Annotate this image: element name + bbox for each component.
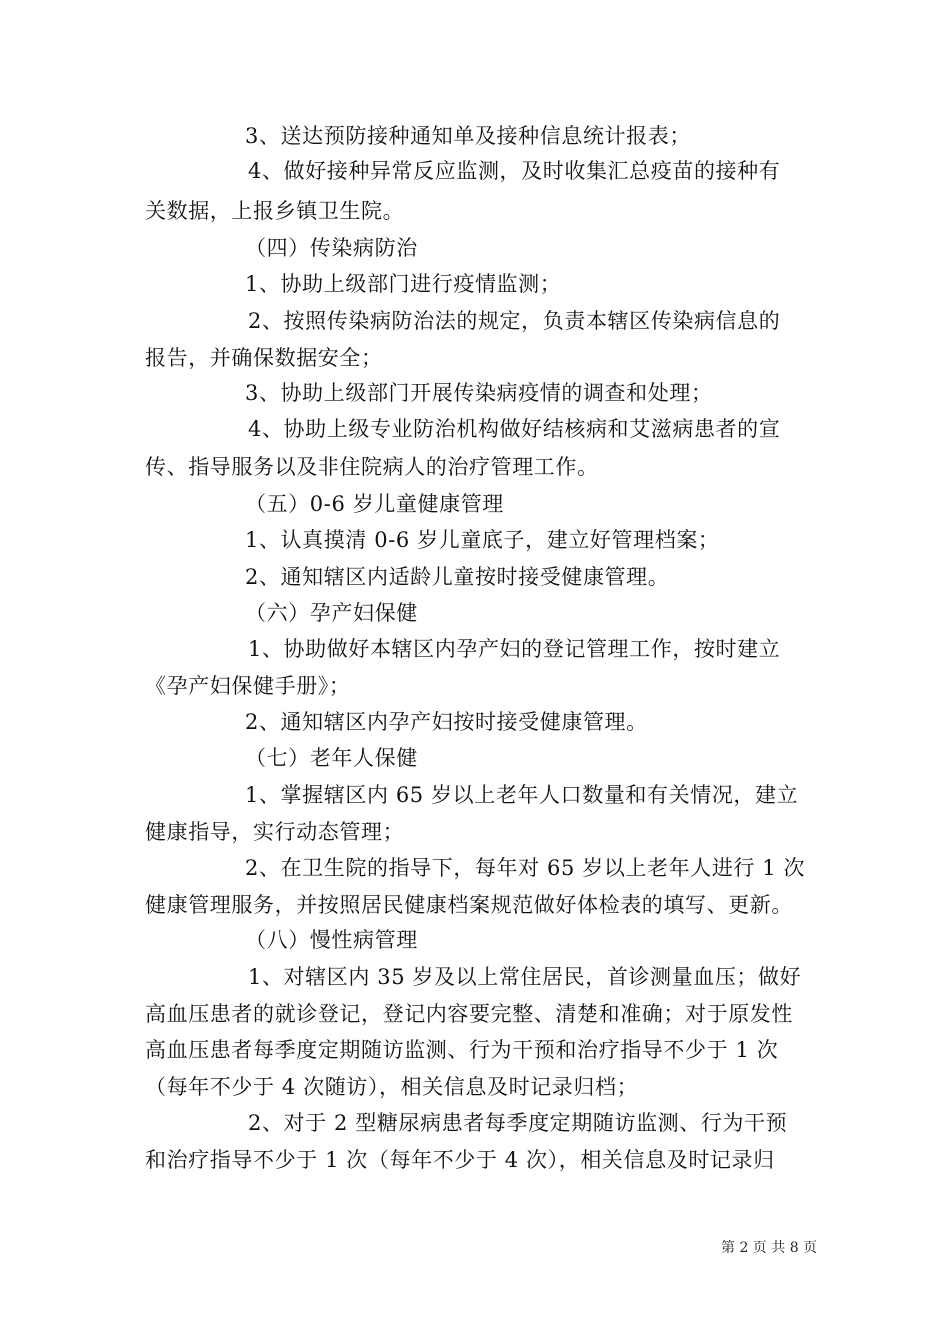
text-line: 2、通知辖区内适龄儿童按时接受健康管理。 xyxy=(245,565,670,589)
section-heading: （五）0-6 岁儿童健康管理 xyxy=(245,492,504,516)
text-line: 2、通知辖区内孕产妇按时接受健康管理。 xyxy=(245,710,648,734)
text-line: 传、指导服务以及非住院病人的治疗管理工作。 xyxy=(145,455,599,479)
text-line: 1、协助上级部门进行疫情监测； xyxy=(245,272,562,296)
page-number: 第 2 页 共 8 页 xyxy=(721,1240,818,1256)
text-line: 关数据，上报乡镇卫生院。 xyxy=(145,199,405,223)
text-line: 健康指导，实行动态管理； xyxy=(145,820,405,844)
section-heading: （四）传染病防治 xyxy=(245,236,418,260)
text-line: 1、对辖区内 35 岁及以上常住居民，首诊测量血压；做好 xyxy=(248,965,802,989)
text-line: 3、送达预防接种通知单及接种信息统计报表； xyxy=(245,124,691,148)
text-line: （每年不少于 4 次随访），相关信息及时记录归档； xyxy=(145,1075,639,1099)
text-line: 1、认真摸清 0-6 岁儿童底子，建立好管理档案； xyxy=(245,528,720,552)
text-line: 1、掌握辖区内 65 岁以上老年人口数量和有关情况，建立 xyxy=(245,783,799,807)
text-line: 2、在卫生院的指导下，每年对 65 岁以上老年人进行 1 次 xyxy=(245,856,806,880)
text-line: 3、协助上级部门开展传染病疫情的调查和处理； xyxy=(245,381,713,405)
text-line: 4、做好接种异常反应监测，及时收集汇总疫苗的接种有 xyxy=(248,159,781,183)
section-heading: （六）孕产妇保健 xyxy=(245,601,418,625)
text-line: 报告，并确保数据安全； xyxy=(145,346,383,370)
section-heading: （七）老年人保健 xyxy=(245,746,418,770)
text-line: 2、按照传染病防治法的规定，负责本辖区传染病信息的 xyxy=(248,309,781,333)
text-line: 高血压患者的就诊登记，登记内容要完整、清楚和准确；对于原发性 xyxy=(145,1002,793,1026)
text-line: 《孕产妇保健手册》； xyxy=(145,674,351,698)
text-line: 2、对于 2 型糖尿病患者每季度定期随访监测、行为干预 xyxy=(248,1111,788,1135)
text-line: 1、协助做好本辖区内孕产妇的登记管理工作，按时建立 xyxy=(248,637,781,661)
section-heading: （八）慢性病管理 xyxy=(245,928,418,952)
text-line: 4、协助上级专业防治机构做好结核病和艾滋病患者的宣 xyxy=(248,417,781,441)
text-line: 健康管理服务，并按照居民健康档案规范做好体检表的填写、更新。 xyxy=(145,893,793,917)
text-line: 高血压患者每季度定期随访监测、行为干预和治疗指导不少于 1 次 xyxy=(145,1038,779,1062)
text-line: 和治疗指导不少于 1 次（每年不少于 4 次），相关信息及时记录归 xyxy=(145,1148,775,1172)
